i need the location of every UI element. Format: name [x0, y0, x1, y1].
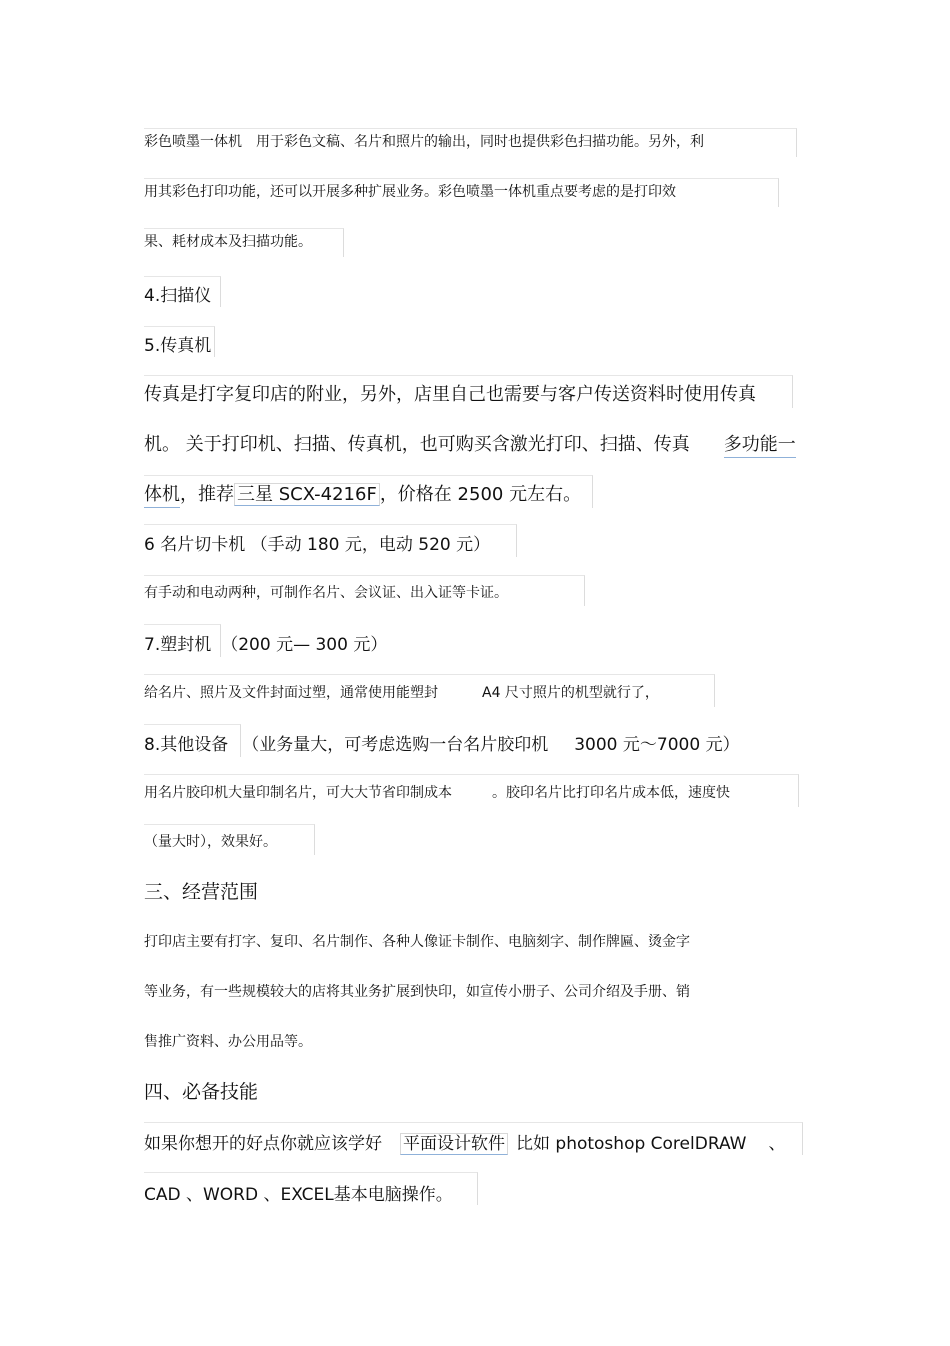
paragraph-line — [144, 1129, 785, 1154]
text-run: A4 尺寸照片的机型就行了， — [482, 685, 659, 701]
text-run: ，推荐 — [180, 484, 234, 505]
text-run: （业务量大，可考虑选购一台名片胶印机 — [242, 735, 549, 755]
text-run: 7.塑封机 — [144, 635, 212, 655]
text-run: 彩色喷墨一体机 — [144, 134, 242, 150]
text-run: 3000 元～7000 元） — [574, 735, 740, 755]
paragraph-line — [144, 430, 796, 456]
section-heading: 5.传真机 — [144, 336, 212, 356]
text-run: （200 元— 300 元） — [221, 635, 388, 655]
section-title: 三、经营范围 — [144, 881, 259, 903]
text-run: 给名片、照片及文件封面过塑，通常使用能塑封 — [144, 685, 438, 701]
paragraph-line — [144, 782, 730, 802]
paragraph-line: 果、耗材成本及扫描功能。 — [144, 234, 312, 250]
text-run: 机。 关于打印机、扫描、传真机，也可购买含激光打印、扫描、传真 — [144, 434, 690, 455]
section-heading — [144, 630, 387, 655]
paragraph-line: 有手动和电动两种，可制作名片、会议证、出入证等卡证。 — [144, 585, 508, 601]
text-run: ，价格在 2500 元左右。 — [379, 484, 582, 505]
paragraph-line: CAD 、WORD 、EXCEL基本电脑操作。 — [144, 1185, 453, 1205]
text-run: 用于彩色文稿、名片和照片的输出，同时也提供彩色扫描功能。另外，利 — [256, 134, 704, 150]
paragraph-line: 打印店主要有打字、复印、名片制作、各种人像证卡制作、电脑刻字、制作牌匾、烫金字 — [144, 934, 690, 950]
paragraph-line: 售推广资料、办公用品等。 — [144, 1034, 312, 1050]
section-heading — [144, 730, 740, 755]
printer-model-link[interactable]: 三星 SCX-4216F — [234, 483, 380, 506]
text-run: 。胶印名片比打印名片成本低，速度快 — [492, 785, 730, 801]
multifunction-link[interactable]: 多功能一 — [724, 434, 796, 458]
paragraph-line: 等业务，有一些规模较大的店将其业务扩展到快印，如宣传小册子、公司介绍及手册、销 — [144, 984, 690, 1000]
graphic-design-software-link[interactable]: 平面设计软件 — [400, 1133, 508, 1155]
text-run: 比如 photoshop CorelDRAW — [516, 1134, 747, 1154]
text-run: 如果你想开的好点你就应该学好 — [144, 1134, 382, 1154]
paragraph-line — [144, 131, 704, 151]
paragraph-line — [144, 682, 659, 702]
paragraph-line: （量大时），效果好。 — [144, 834, 277, 850]
multifunction-link-continued[interactable]: 体机 — [144, 484, 180, 508]
paragraph-line: 用其彩色打印功能，还可以开展多种扩展业务。彩色喷墨一体机重点要考虑的是打印效 — [144, 184, 676, 200]
text-run: 、 — [768, 1134, 786, 1154]
section-title: 四、必备技能 — [144, 1081, 259, 1103]
text-run: 用名片胶印机大量印制名片，可大大节省印制成本 — [144, 785, 452, 801]
section-heading: 4.扫描仪 — [144, 286, 212, 306]
paragraph-line — [144, 480, 581, 506]
section-heading: 6 名片切卡机 （手动 180 元，电动 520 元） — [144, 535, 491, 555]
paragraph-line: 传真是打字复印店的附业，另外，店里自己也需要与客户传送资料时使用传真 — [144, 384, 756, 405]
text-run: 8.其他设备 — [144, 735, 229, 755]
